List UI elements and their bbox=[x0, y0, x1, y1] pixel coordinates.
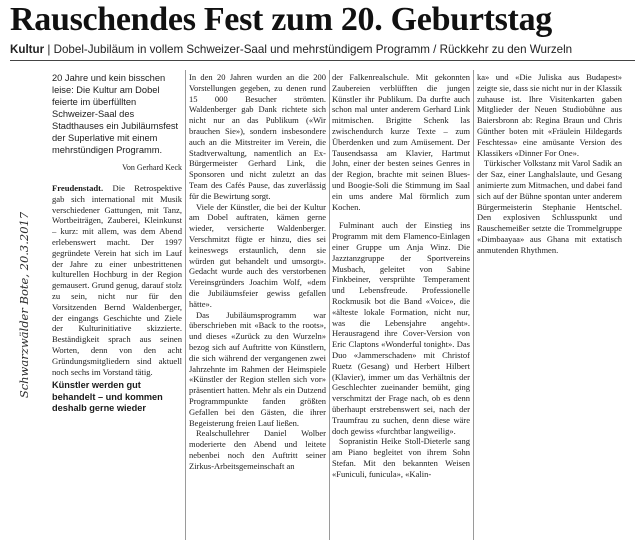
body-paragraph: In den 20 Jahren wurden an die 200 Vorstellungen gegeben, zu denen rund 15 000 Besucher strömten. Waldenberger gab Dank richtete sich nicht nur an das Publikum («Wir brauchen Sie»), sondern insbesondere auch an die Mitstreiter im Verein, die Stadtverwaltung, namentlich an Ex-Bürgermeister Gerhard Link, die Sponsoren und nicht zuletzt an das Team des Cafés Pause, das zuverlässig für die Bewirtung sorgt. bbox=[189, 72, 326, 201]
column-divider bbox=[185, 70, 186, 540]
paragraph-gap bbox=[332, 212, 470, 220]
subheadline-kicker: Kultur bbox=[10, 43, 45, 56]
header-rule bbox=[10, 60, 635, 61]
column-3 bbox=[332, 72, 470, 542]
body-paragraph: Viele der Künstler, die bei der Kultur am Dobel auftraten, kämen gerne wieder, versicherte Waldenberger. Verschmitzt fügte er hinzu, dies sei keineswegs erstaunlich, denn sie würden gut behandelt und umsorgt». Gedacht wurde auch des verstorbenen Vereinsgründers Joachim Wolf, «dem die Jubiläumsfeier gewiss gefallen hätte». bbox=[189, 201, 326, 309]
subheadline-text: | Dobel-Jubiläum in vollem Schweizer-Saal und mehrstündigem Programm / Rückkehr zu den Wurzeln bbox=[47, 43, 573, 56]
source-annotation-text: Schwarzwälder Bote, 20.3.2017 bbox=[17, 211, 32, 399]
body-paragraph: ka» und «Die Juliska aus Budapest» zeigte sie, dass sie nicht nur in der Klassik zuhause ist. Ihre Visitenkarten gaben Mitglieder der Neuen Studiobühne aus Baiersbronn ab: Regina Braun und Chris Günther boten mit «Fräulein Hildegards Feschtessa» eine amüsante Version des Klassikers «Dinner For One». bbox=[477, 72, 622, 158]
intertitle: Künstler werden gut behandelt – und kommen deshalb gerne wieder bbox=[52, 380, 163, 414]
body-paragraph: Fulminant auch der Einstieg ins Programm mit dem Flamenco-Einlagen einer Gruppe um Anja Winz. Die Jazztanzgruppe der Sportvereins Musbach, geleitet von Sabine Finkbeiner, versprühte Temperament und Lebensfreude. Professionelle Rockmusik bot die Band «Voice», die «älteste lokale Formation, nicht nur, was die Lebensjahre angeht». Herausragend ihre Cover-Version von Eric Claptons «Wonderful tonight». Das Duo «Jammerschaden» mit Christof Ruetz (Gesang) und Herbert Hilbert (Klavier), immer um das Verhältnis der Geschlechter zueinander bemüht, ging verschmitzt der Frage nach, ob es denn überhaupt erstrebenswert sei, nach der Traumfrau zu suchen, denn diese wäre doch gewiss «furchtbar langweilig». bbox=[332, 220, 470, 436]
body-paragraph bbox=[52, 183, 182, 377]
body-paragraph: Realschullehrer Daniel Wolber moderierte den Abend und leitete nebenbei noch den Auftritt seiner Zirkus-Arbeitsgemeinschaft an bbox=[189, 428, 326, 471]
body-paragraph: der Falkenrealschule. Mit gekonnten Zaubereien verblüfften die jungen Künstler ihr Publikum. Da durfte auch schon mal unter anderem Gerhard Link mitmischen. Brigitte Schenk las zwischendurch kurze Texte – zum Überdenken und zum Amüsement. Der Tausendsassa am Klavier, Hartmut John, einer der besten seines Genres in der Region, brachte mit seinen Blues- und Boogie-Soli die Stimmung im Saal ein ums andere Mal förmlich zum Kochen. bbox=[332, 72, 470, 212]
headline: Rauschendes Fest zum 20. Geburtstag bbox=[10, 1, 552, 38]
intro-paragraph: 20 Jahre und kein bisschen leise: Die Kultur am Dobel feierte im überfüllten Schweizer-Saal des Stadthauses ein Jubiläumsfest der Superlative mit einem mehrstündigen Programm. bbox=[52, 73, 179, 155]
column-divider bbox=[329, 70, 330, 540]
column-divider bbox=[473, 70, 474, 540]
source-annotation bbox=[4, 90, 44, 520]
body-text: Die Retrospektive gab sich international mit Musik verschiedener Gattungen, mit Tanz, Wortbeiträgen, Zauberei, Kleinkunst – kurz: mit allem, was dem Abend erlebenswert macht. Der 1997 gegründete Verein hat sich im Lauf der Jahre zu einer unbestrittenen kulturellen Hochburg in der Region gemausert. Grund genug, darauf stolz zu sein, nicht nur für den Vorsitzenden Bernd Waldenberger, der eingangs Geschichte und Ziele der Kulturinitiative skizzierte. Beständigkeit sprach aus seinen Worten, denn von den acht Gründungsmitgliedern sind aktuell noch sechs im Vorstand tätig. bbox=[52, 183, 182, 377]
subheadline bbox=[10, 41, 635, 59]
body-paragraph: Sopranistin Heike Stoll-Dieterle sang am Piano begleitet von ihrem Sohn Stefan. Mit den bekannten Weisen «Funiculi, funicula», «Kalin- bbox=[332, 436, 470, 479]
dateline: Freudenstadt. bbox=[52, 183, 104, 193]
column-4 bbox=[477, 72, 622, 542]
body-paragraph: Das Jubiläumsprogramm war überschrieben mit «Back to the roots», und dieses «Zurück zu den Wurzeln» bezog sich auf Auftritte von Künstlern, die sich während der vergangenen zwei Jahrzehnte im Rahmen der Heimspiele «Künstler der Region stellen sich vor» präsentiert hatten. Mehr als ein Dutzend Programmpunkte fanden größten Gefallen bei den Gästen, die ihrer Begeisterung freien Lauf ließen. bbox=[189, 309, 326, 428]
author-line: Von Gerhard Keck bbox=[122, 163, 182, 172]
body-paragraph: Türkischer Volkstanz mit Varol Sadik an der Saz, einer Langhalslaute, und Gesang animierte zum Mitmachen, und dabei fand sich auf der Bühne spontan unter anderem Bürgermeisterin Stephanie Hentschel. Den explosiven Schlusspunkt und Rauschemeißer setzte die Trommelgruppe «Dimbaayaa» aus Ghana mit extatisch anmutenden Rhythmen. bbox=[477, 158, 622, 255]
column-1 bbox=[52, 72, 182, 542]
column-2 bbox=[189, 72, 326, 542]
